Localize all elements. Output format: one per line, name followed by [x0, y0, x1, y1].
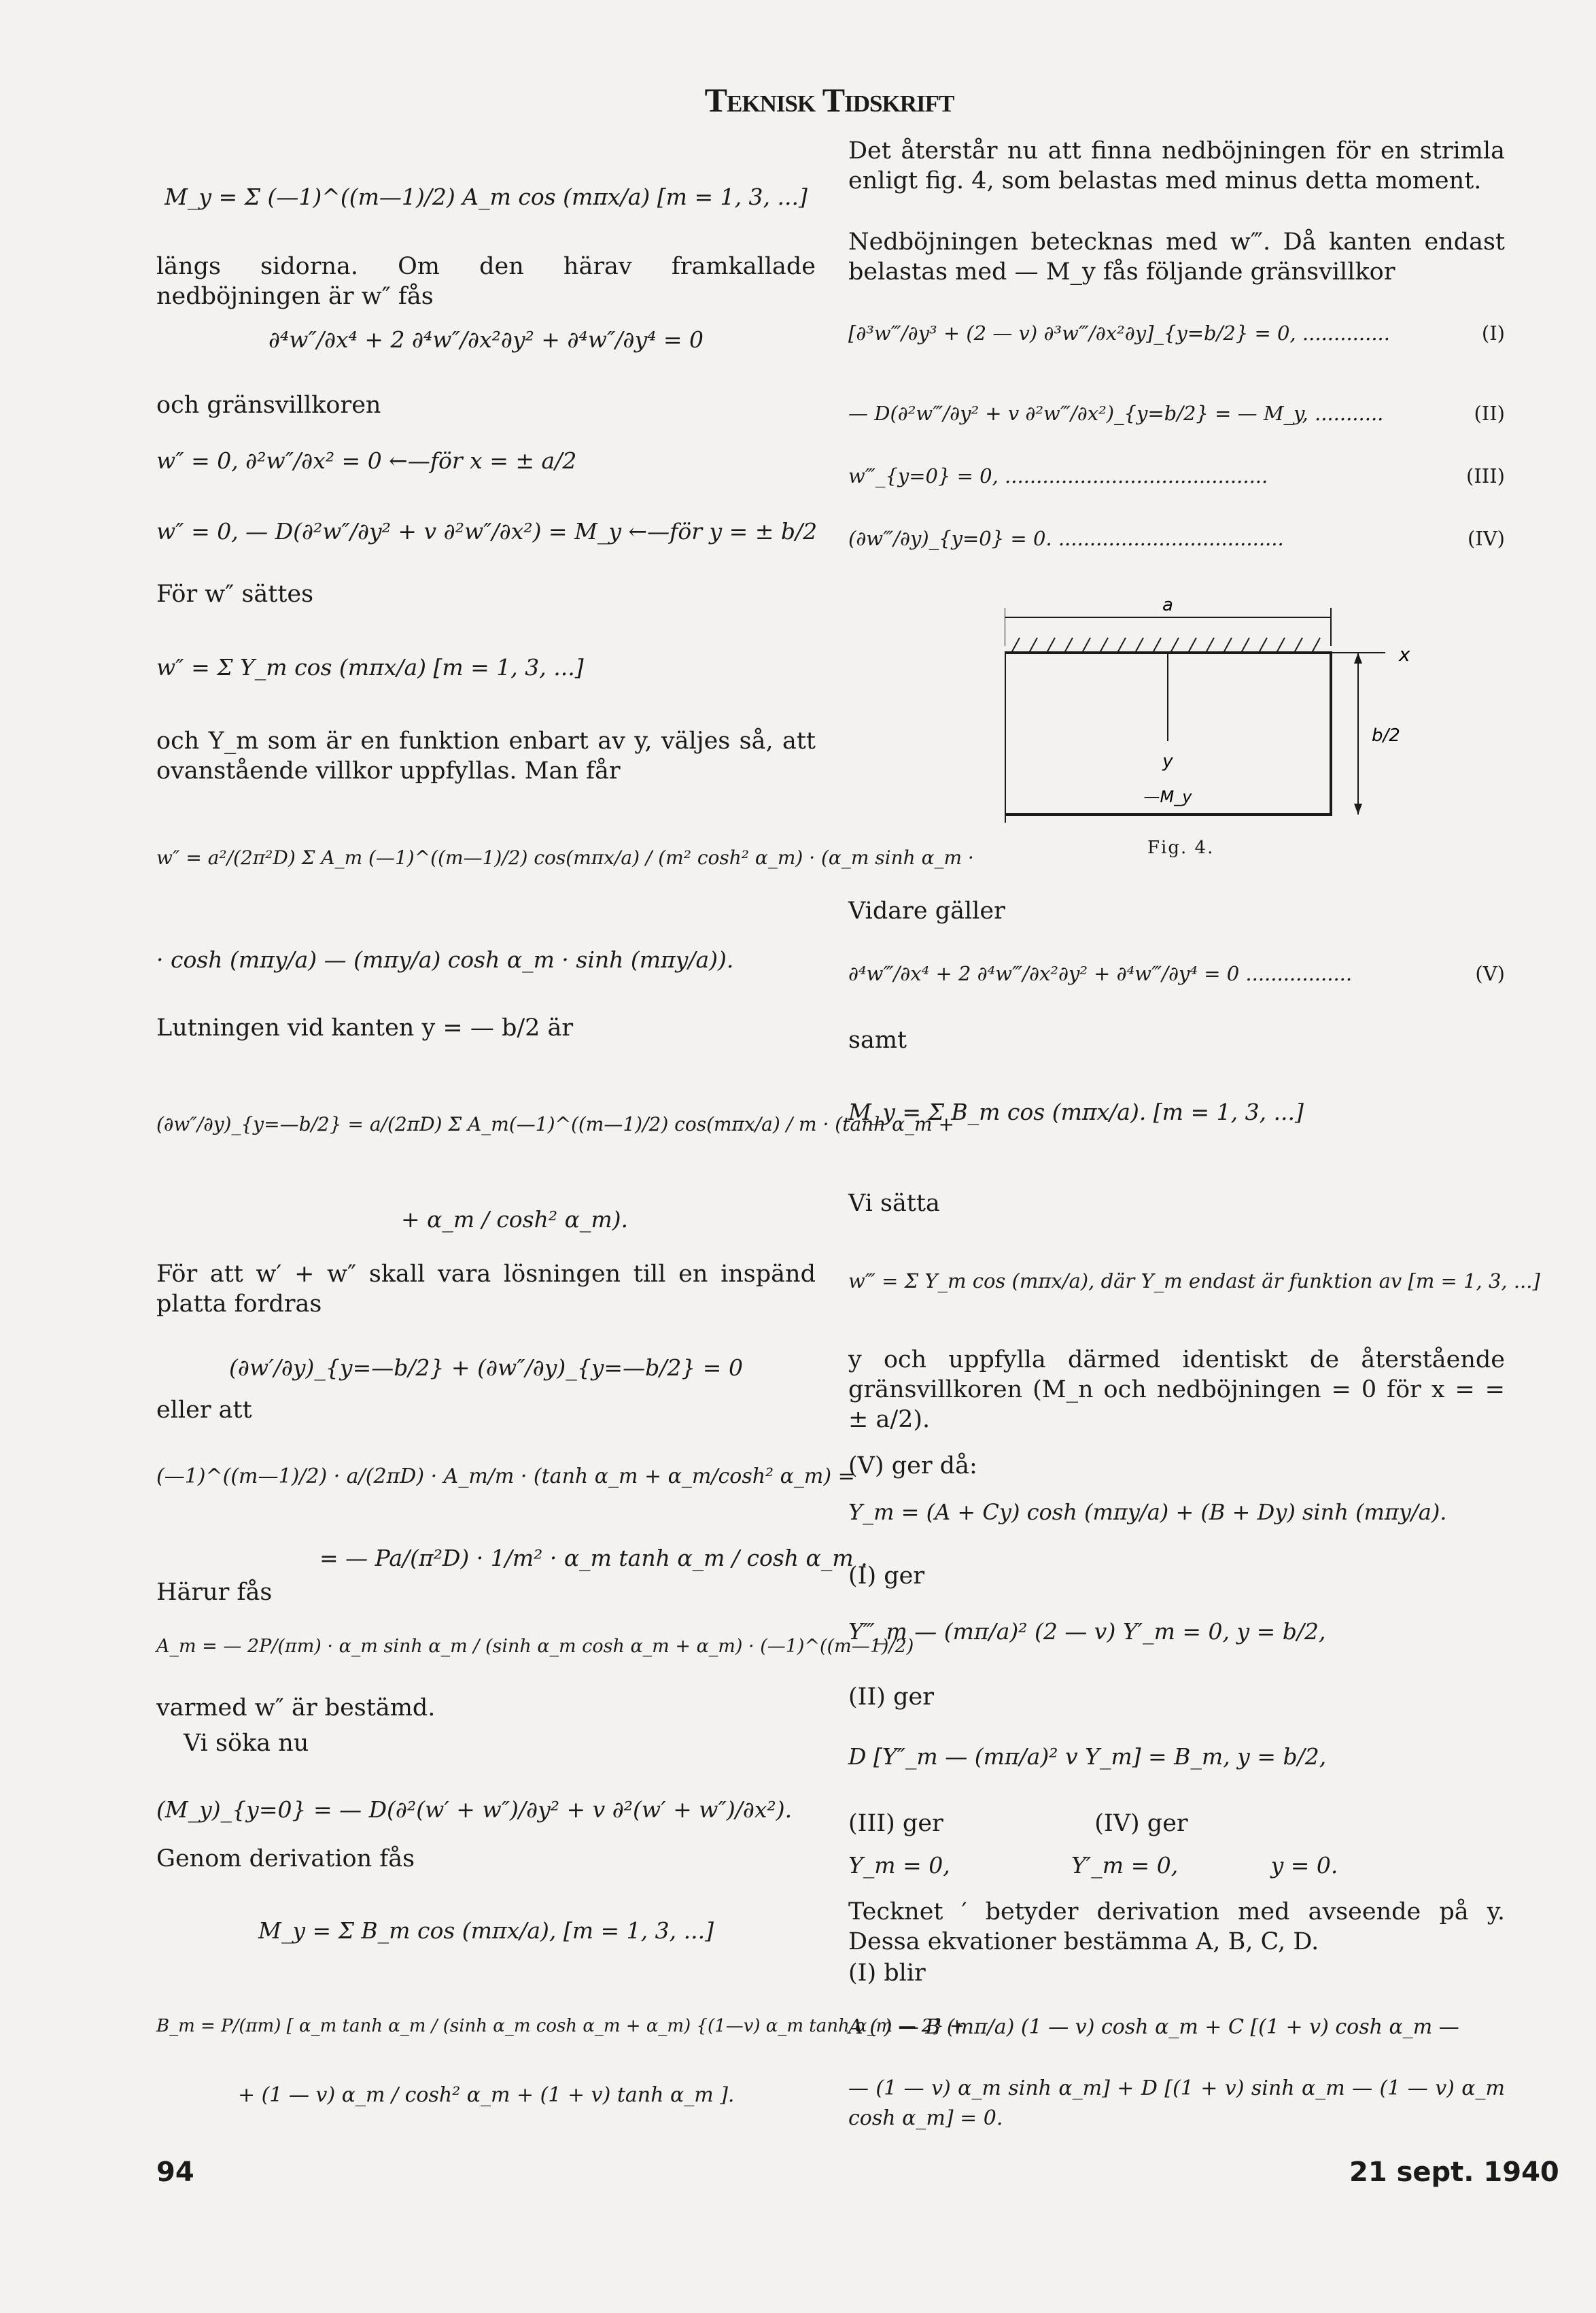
label-moment: —M_y: [1143, 787, 1192, 806]
equation: Y‴_m — (mπ/a)² (2 — v) Y′_m = 0, y = b/2,: [848, 1618, 1326, 1645]
strip-diagram: [1005, 598, 1494, 870]
equation: (M_y)_{y=0} = — D(∂²(w′ + w″)/∂y² + v ∂²(w′ + w″)/∂x²).: [156, 1796, 793, 1823]
paragraph: Härur fås: [156, 1579, 273, 1606]
paragraph: Det återstår nu att finna nedböjningen för en strimla enligt fig. 4, som belastas med minus detta moment.: [848, 137, 1505, 194]
paragraph: För att w′ + w″ skall vara lösningen till en inspänd platta fordras: [156, 1261, 816, 1318]
equation: — (1 — v) α_m sinh α_m] + D [(1 + v) sinh α_m — (1 — v) α_m cosh α_m] = 0.: [848, 2076, 1505, 2130]
equation: (∂w″/∂y)_{y=—b/2} = a/(2πD) Σ A_m(—1)^((m—1)/2) cos(mπx/a) / m · (tanh α_m +: [156, 1113, 954, 1135]
equation: + α_m / cosh² α_m).: [401, 1206, 629, 1233]
equation: w″ = a²/(2π²D) Σ A_m (—1)^((m—1)/2) cos(mπx/a) / (m² cosh² α_m) · (α_m sinh α_m ·: [156, 846, 974, 869]
paragraph: Nedböjningen betecknas med w‴. Då kanten endast belastas med — M_y fås följande gränsvillkor: [848, 228, 1505, 286]
paragraph: samt: [848, 1027, 907, 1054]
equation: w″ = 0, — D(∂²w″/∂y² + v ∂²w″/∂x²) = M_y ←—för y = ± b/2: [156, 518, 818, 545]
paragraph: (I) blir: [848, 1959, 926, 1987]
equation: M_y = Σ (—1)^((m—1)/2) A_m cos (mπx/a) [m = 1, 3, ...]: [164, 184, 808, 210]
page-number: 94: [156, 2157, 194, 2188]
equation: (∂w′/∂y)_{y=—b/2} + (∂w″/∂y)_{y=—b/2} = 0: [229, 1354, 743, 1381]
equation: D [Y″_m — (mπ/a)² v Y_m] = B_m, y = b/2,: [848, 1743, 1327, 1770]
figure-4: [1005, 598, 1494, 870]
equation-v: ∂⁴w‴/∂x⁴ + 2 ∂⁴w‴/∂x²∂y² + ∂⁴w‴/∂y⁴ = 0 ................. (V): [848, 962, 1505, 985]
label-x: x: [1399, 643, 1410, 666]
paragraph: (V) ger då:: [848, 1452, 977, 1479]
paragraph: (I) ger: [848, 1562, 925, 1590]
label-a: a: [1162, 598, 1173, 615]
paragraph: Vidare gäller: [848, 897, 1005, 925]
paragraph: längs sidorna. Om den härav framkallade nedböjningen är w″ fås: [156, 253, 816, 310]
paragraph: (III) ger (IV) ger: [848, 1810, 1188, 1837]
equation: · cosh (mπy/a) — (mπy/a) cosh α_m · sinh (mπy/a)).: [156, 946, 734, 973]
label-b-half: b/2: [1372, 725, 1400, 746]
equation-iv: (∂w‴/∂y)_{y=0} = 0. .................................... (IV): [848, 527, 1505, 550]
equation: M_y = Σ B_m cos (mπx/a). [m = 1, 3, ...]: [848, 1099, 1304, 1125]
equation: M_y = Σ B_m cos (mπx/a), [m = 1, 3, ...]: [258, 1917, 714, 1944]
equation: ∂⁴w″/∂x⁴ + 2 ∂⁴w″/∂x²∂y² + ∂⁴w″/∂y⁴ = 0: [268, 326, 704, 353]
equation: A_m = — 2P/(πm) · α_m sinh α_m / (sinh α_m cosh α_m + α_m) · (—1)^((m—1)/2): [156, 1636, 914, 1657]
paragraph: och Y_m som är en funktion enbart av y, väljes så, att ovanstående villkor uppfyllas. Man får: [156, 727, 816, 785]
equation-iii: w‴_{y=0} = 0, .......................................... (III): [848, 464, 1505, 487]
equation: w″ = 0, ∂²w″/∂x² = 0 ←—för x = ± a/2: [156, 447, 577, 474]
paragraph: Genom derivation fås: [156, 1845, 415, 1872]
equation-i: [∂³w‴/∂y³ + (2 — v) ∂³w‴/∂x²∂y]_{y=b/2} = 0, .............. (I): [848, 322, 1505, 345]
equation: = — Pa/(π²D) · 1/m² · α_m tanh α_m / cosh α_m .: [319, 1545, 868, 1571]
figure-caption: Fig. 4.: [1147, 838, 1215, 858]
equation: B_m = P/(πm) [ α_m tanh α_m / (sinh α_m cosh α_m + α_m) {(1—v) α_m tanh α_m — 2} +: [156, 2016, 965, 2036]
paragraph: eller att: [156, 1397, 252, 1424]
journal-masthead: Teknisk Tidskrift: [704, 81, 954, 119]
equation: w‴ = Σ Y_m cos (mπx/a), där Y_m endast är funktion av [m = 1, 3, ...]: [848, 1269, 1540, 1292]
equation: A ( ) — B (mπ/a) (1 — v) cosh α_m + C [(1 + v) cosh α_m —: [848, 2015, 1459, 2039]
paragraph: och gränsvillkoren: [156, 392, 381, 419]
hatching: [1011, 638, 1320, 653]
equation: Y_m = (A + Cy) cosh (mπy/a) + (B + Dy) sinh (mπy/a).: [848, 1499, 1447, 1525]
equation: w″ = Σ Y_m cos (mπx/a) [m = 1, 3, ...]: [156, 654, 584, 681]
equation: Y_m = 0, Y′_m = 0, y = 0.: [848, 1852, 1338, 1879]
paragraph: För w″ sättes: [156, 581, 314, 608]
paragraph: Vi söka nu: [184, 1730, 309, 1757]
paragraph: varmed w″ är bestämd.: [156, 1694, 436, 1721]
equation: (—1)^((m—1)/2) · a/(2πD) · A_m/m · (tanh α_m + α_m/cosh² α_m) =: [156, 1464, 855, 1488]
equation-ii: — D(∂²w‴/∂y² + v ∂²w‴/∂x²)_{y=b/2} = — M_y, ........... (II): [848, 402, 1505, 425]
equation: + (1 — v) α_m / cosh² α_m + (1 + v) tanh α_m ].: [238, 2083, 735, 2107]
paragraph: Lutningen vid kanten y = — b/2 är: [156, 1014, 574, 1042]
paragraph: (II) ger: [848, 1683, 934, 1711]
issue-date: 21 sept. 1940: [1349, 2157, 1559, 2188]
paragraph: y och uppfylla därmed identiskt de återstående gränsvillkoren (M_n och nedböjningen = 0 för x = = ± a/2).: [848, 1346, 1505, 1433]
label-y: y: [1162, 751, 1173, 772]
paragraph: Vi sätta: [848, 1190, 940, 1217]
paragraph: Tecknet ′ betyder derivation med avseende på y. Dessa ekvationer bestämma A, B, C, D.: [848, 1898, 1505, 1955]
